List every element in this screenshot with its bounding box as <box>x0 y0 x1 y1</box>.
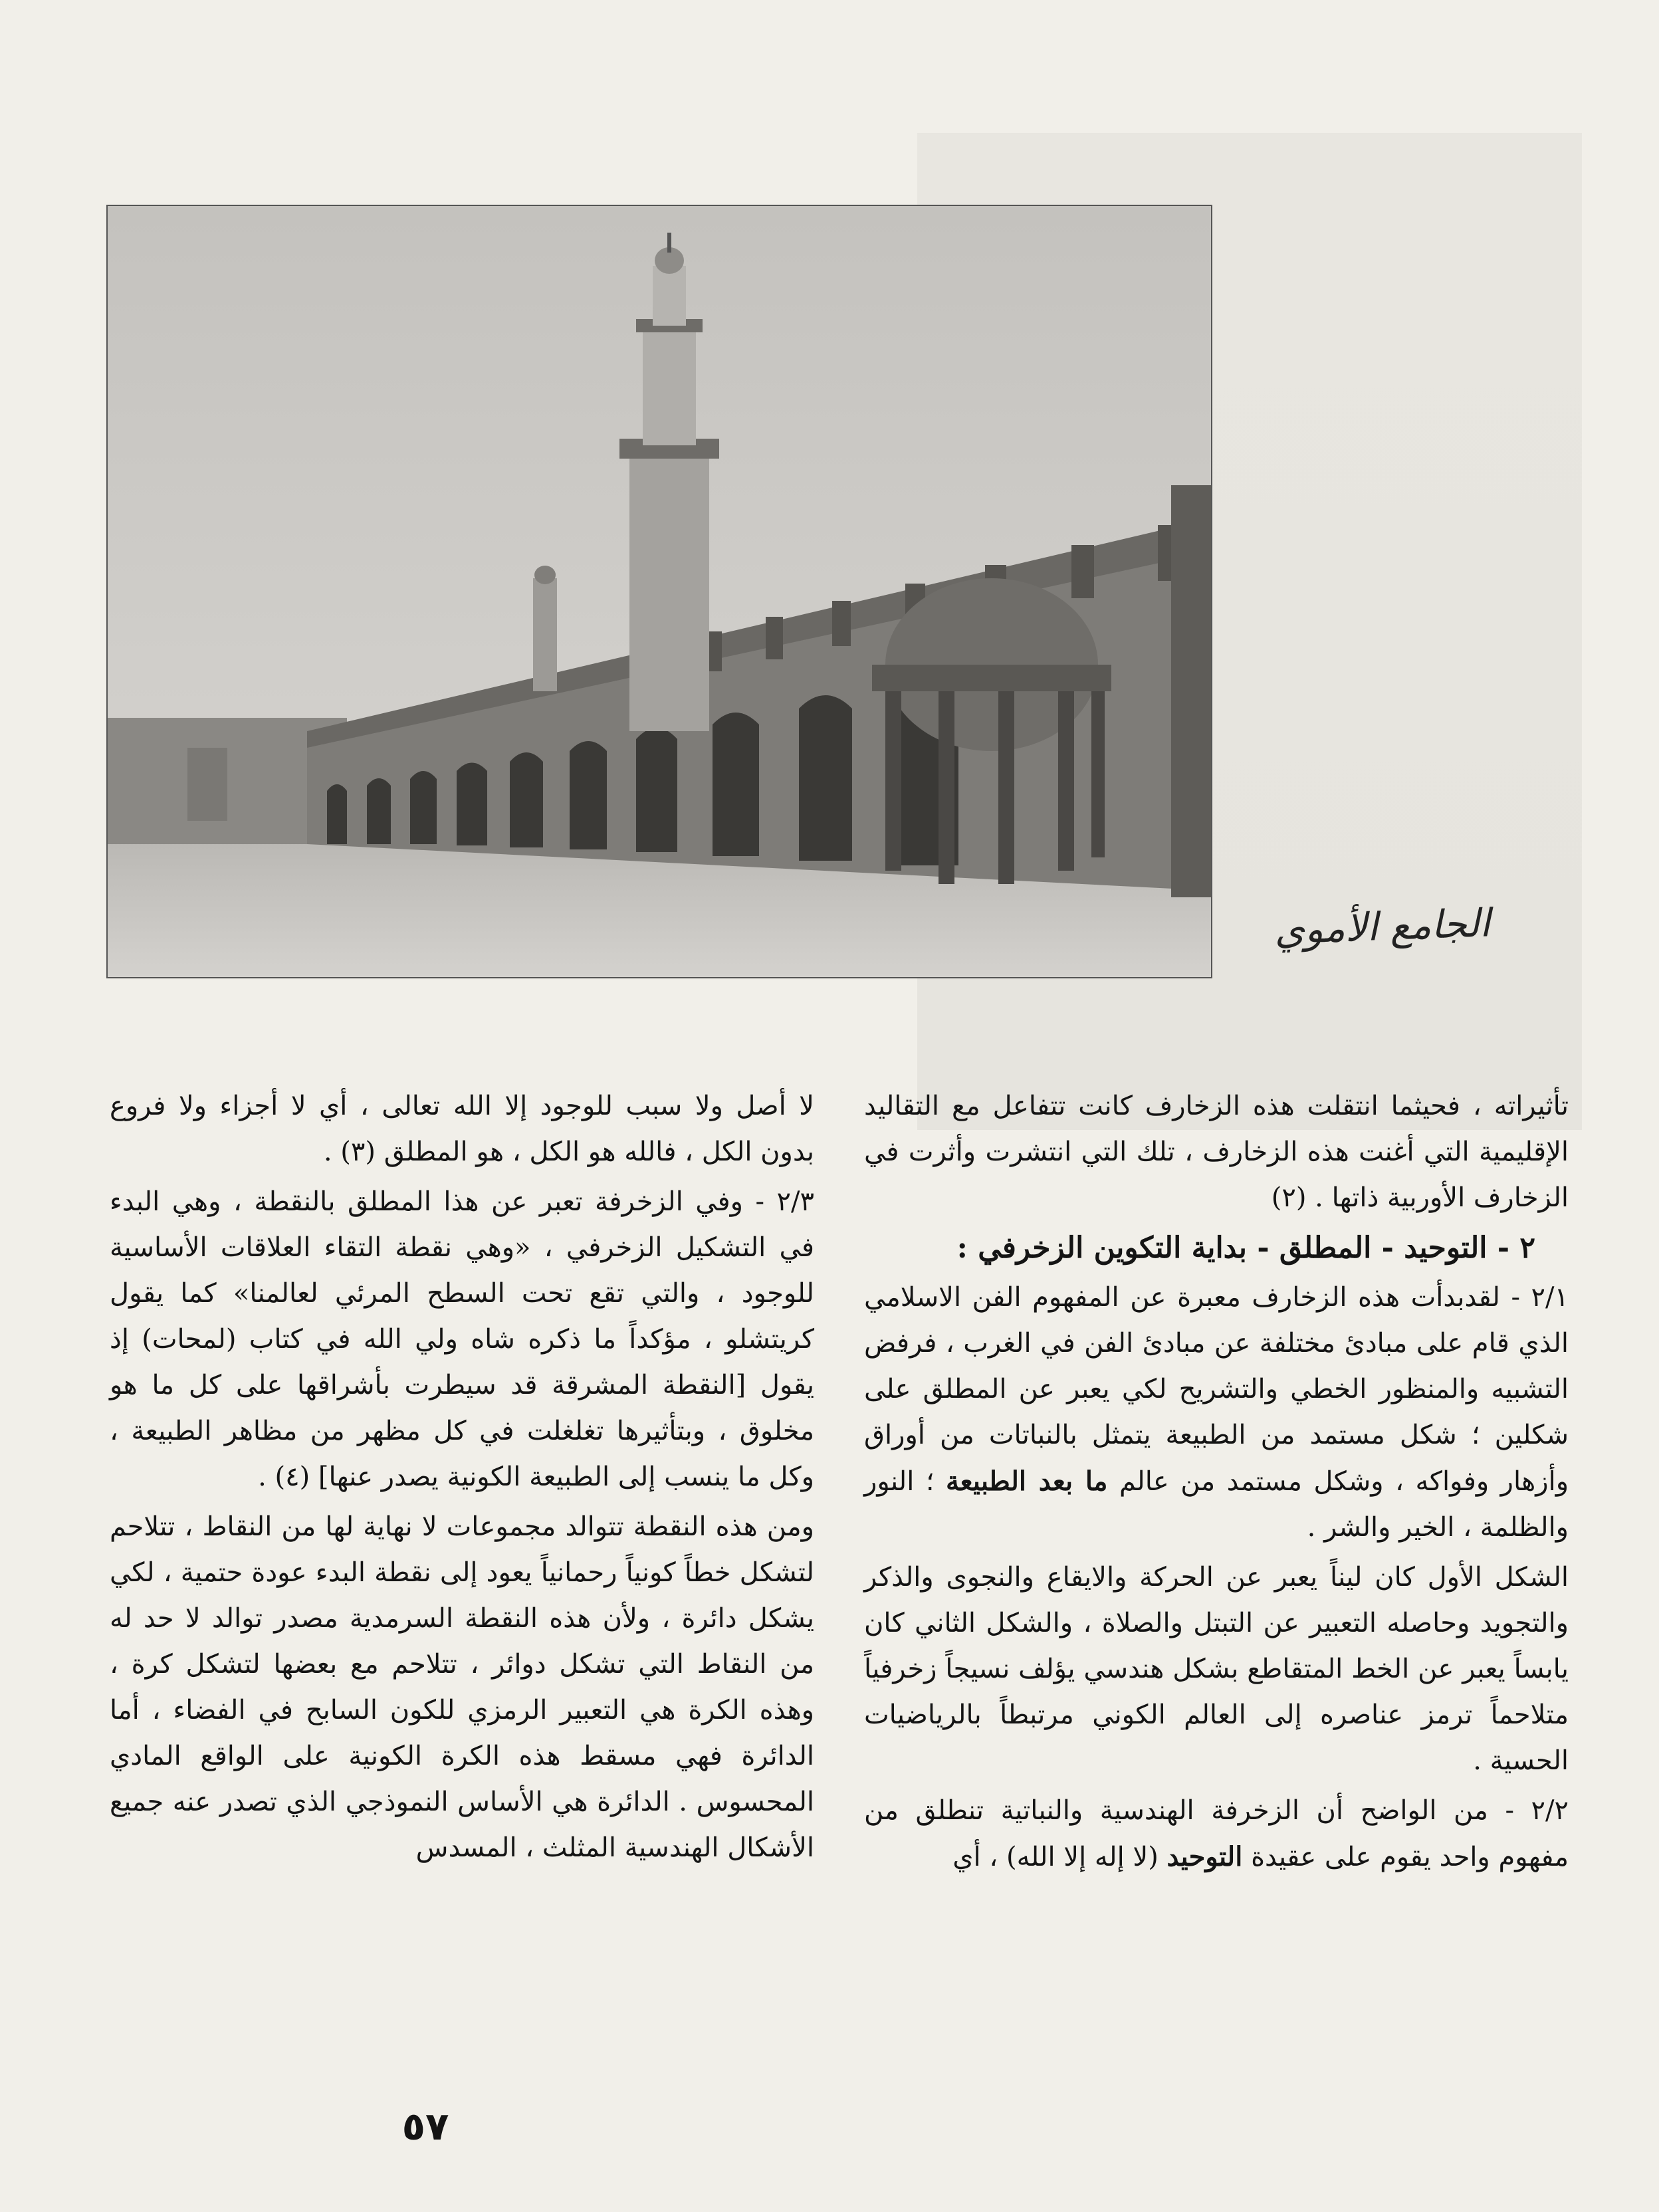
umayyad-mosque-image <box>108 206 1211 977</box>
section-heading: ٢ - التوحيد - المطلق - بداية التكوين الزخرفي : <box>956 1231 1535 1265</box>
paragraph-text: ؛ النور والظلمة ، الخير والشر . <box>864 1466 1569 1543</box>
paragraph: تأثيراته ، فحيثما انتقلت هذه الزخارف كانت تتفاعل مع التقاليد الإقليمية التي أغنت هذه الزخارف ، تلك التي انتشرت وأثرت في الزخارف الأوربية ذاتها . (٢) <box>864 1091 1569 1213</box>
paragraph: ٢/٣ - وفي الزخرفة تعبر عن هذا المطلق بالنقطة ، وهي البدء في التشكيل الزخرفي ، «وهي نقطة التقاء العلاقات الأساسية للوجود ، والتي تقع تحت السطح المرئي لعالمنا» كما يقول كريتشلو ، مؤكداً ما ذكره شاه ولي الله في كتاب (لمحات) إذ يقول [النقطة المشرقة قد سيطرت بأشراقها على كل ما هو مخلوق ، وبتأثيرها تغلغلت في كل مظهر من مظاهر الطبيعة ، وكل ما ينسب إلى الطبيعة الكونية يصدر عنها] (٤) . <box>110 1186 814 1492</box>
right-text-column <box>864 1083 1569 1884</box>
paragraph-text: ٢/١ - لقدبدأت هذه الزخارف معبرة عن المفهوم الفن الاسلامي الذي قام على مبادئ مختلفة عن مبادئ الفن في الغرب ، فرفض التشبيه والمنظور الخطي والتشريح لكي يعبر عن المطلق على شكلين ؛ شكل مستمد من الطبيعة يتمثل بالنباتات من أوراق وأزهار وفواكه ، وشكل مستمد من عالم <box>864 1282 1569 1497</box>
paragraph <box>864 1788 1569 1880</box>
paragraph: الشكل الأول كان ليناً يعبر عن الحركة والايقاع والنجوى والذكر والتجويد وحاصله التعبير عن التبتل والصلاة ، والشكل الثاني كان يابساً يعبر عن الخط المتقاطع بشكل هندسي يؤلف نسيجاً زخرفياً متلاحماً ترمز عناصره إلى العالم الكوني مرتبطاً بالرياضيات الحسية . <box>864 1562 1569 1776</box>
bold-term: التوحيد <box>1166 1841 1243 1872</box>
bold-term: ما بعد الطبيعة <box>946 1466 1108 1497</box>
mosque-photograph <box>106 205 1212 978</box>
paragraph: لا أصل ولا سبب للوجود إلا الله تعالى ، أي لا أجزاء ولا فروع بدون الكل ، فالله هو الكل ، هو المطلق (٣) . <box>110 1091 814 1167</box>
left-text-column <box>110 1083 814 1875</box>
paragraph: ومن هذه النقطة تتوالد مجموعات لا نهاية لها من النقاط ، تتلاحم لتشكل خطاً كونياً رحمانياً يعود إلى نقطة البدء عودة حتمية ، لكي يشكل دائرة ، ولأن هذه النقطة السرمدية مصدر توالد لا حد له من النقاط التي تشكل دوائر ، تتلاحم مع بعضها لتشكل كرة ، وهذه الكرة هي التعبير الرمزي للكون السابح في الفضاء ، أما الدائرة فهي مسقط هذه الكرة الكونية على الواقع المادي المحسوس . الدائرة هي الأساس النموذجي الذي تصدر عنه جميع الأشكال الهندسية المثلث ، المسدس <box>110 1511 814 1863</box>
paragraph-text: ٢/٢ - من الواضح أن الزخرفة الهندسية والنباتية تنطلق من مفهوم واحد يقوم على عقيدة <box>864 1795 1569 1872</box>
page-number: ٥٧ <box>401 2104 449 2149</box>
photo-caption: الجامع الأموي <box>1273 900 1492 953</box>
paragraph <box>864 1275 1569 1551</box>
paragraph-text: (لا إله إلا الله) ، أي <box>952 1842 1159 1872</box>
